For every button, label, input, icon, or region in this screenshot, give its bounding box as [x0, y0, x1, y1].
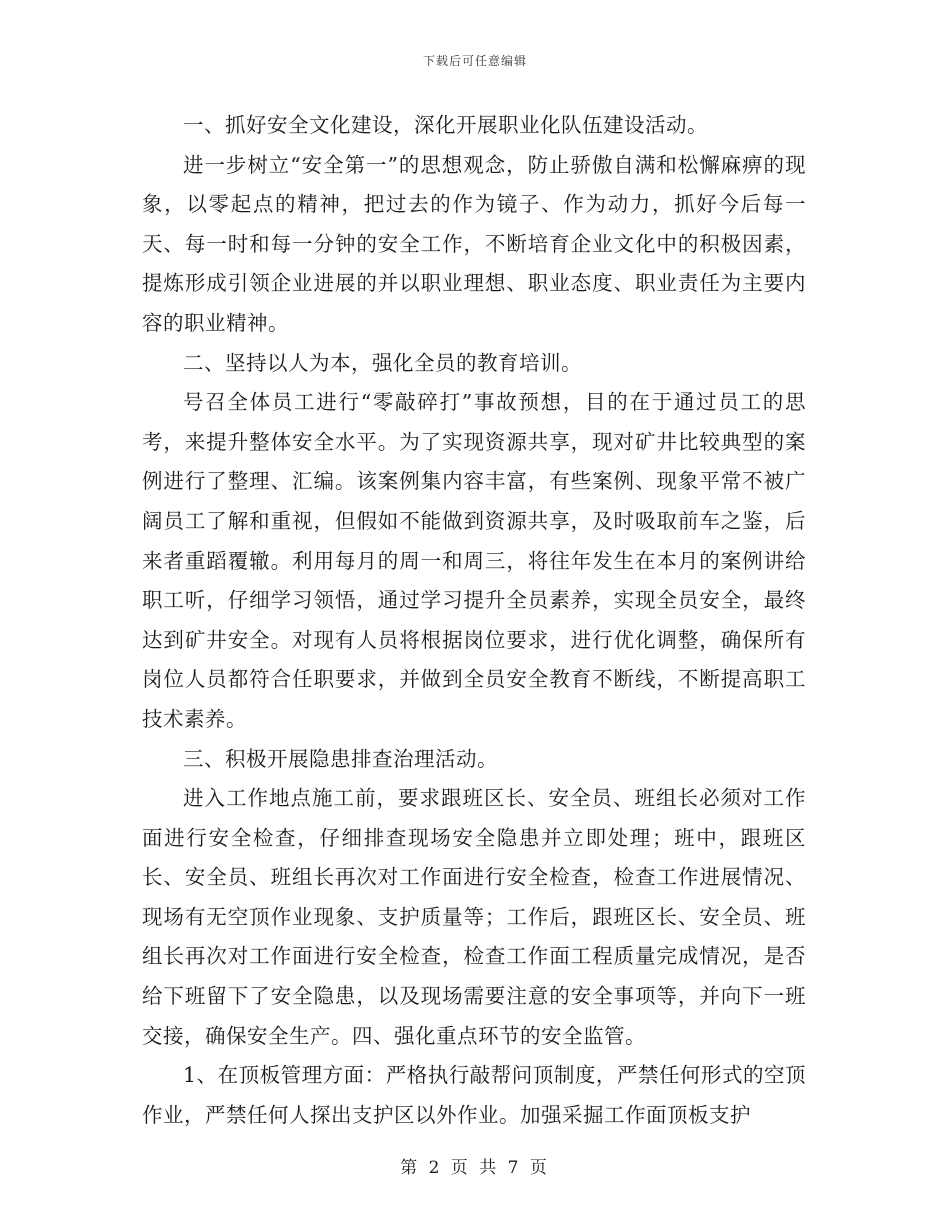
page-number: 第 2 页 共 7 页 [400, 1158, 550, 1178]
section-heading-1: 一、抓好安全文化建设，深化开展职业化队伍建设活动。 [183, 113, 708, 137]
document-body [142, 106, 806, 1135]
page-header: 下载后可任意编辑 [422, 54, 527, 68]
body-paragraph: 进一步树立“安全第一”的思想观念，防止骄傲自满和松懈麻痹的现象，以零起点的精神，把过去的作为镜子、作为动力，抓好今后每一天、每一时和每一分钟的安全工作，不断培育企业文化中的积极因素，提炼形成引领企业进展的并以职业理想、职业态度、职业责任为主要内容的职业精神。 [142, 152, 806, 335]
body-paragraph: 号召全体员工进行“零敲碎打”事故预想，目的在于通过员工的思考，来提升整体安全水平。为了实现资源共享，现对矿井比较典型的案例进行了整理、汇编。该案例集内容丰富，有些案例、现象平常不被广阔员工了解和重视，但假如不能做到资源共享，及时吸取前车之鉴，后来者重蹈覆辙。利用每月的周一和周三，将往年发生在本月的案例讲给职工听，仔细学习领悟，通过学习提升全员素养，实现全员安全，最终达到矿井安全。对现有人员将根据岗位要求，进行优化调整，确保所有岗位人员都符合任职要求，并做到全员安全教育不断线，不断提高职工技术素养。 [142, 390, 806, 731]
section-heading-3: 三、积极开展隐患排查治理活动。 [183, 746, 498, 771]
body-paragraph: 进入工作地点施工前，要求跟班区长、安全员、班组长必须对工作面进行安全检查，仔细排查现场安全隐患并立即处理；班中，跟班区长、安全员、班组长再次对工作面进行安全检查，检查工作进展情况、现场有无空顶作业现象、支护质量等；工作后，跟班区长、安全员、班组长再次对工作面进行安全检查，检查工作面工程质量完成情况，是否给下班留下了安全隐患，以及现场需要注意的安全事项等，并向下一班交接，确保安全生产。四、强化重点环节的安全监管。 [142, 786, 806, 1048]
body-paragraph: 1、在顶板管理方面：严格执行敲帮问顶制度，严禁任何形式的空顶作业，严禁任何人探出支护区以外作业。加强采掘工作面顶板支护 [142, 1063, 806, 1127]
section-heading-2: 二、坚持以人为本，强化全员的教育培训。 [183, 350, 582, 375]
